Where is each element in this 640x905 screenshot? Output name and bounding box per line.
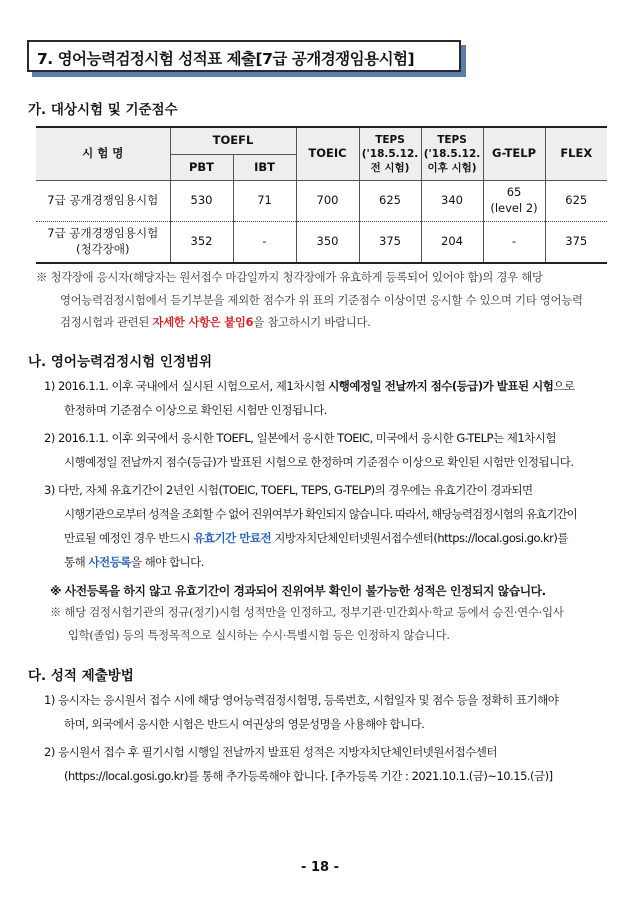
- item-b1-line1: [44, 378, 575, 394]
- item-text: 1) 2016.1.1. 이후 국내에서 실시된 시험으로서, 제1차시험: [44, 379, 329, 393]
- note-hearing-line3: [60, 314, 371, 330]
- cell-flex: 625: [545, 181, 607, 222]
- item-text: 으로: [553, 379, 575, 393]
- item-text: 을 해야 합니다.: [130, 555, 204, 569]
- note-hearing-line1: ※ 청각장애 응시자(해당자는 원서접수 마감일까지 청각장애가 유효하게 등록되어 있어야 함)의 경우 해당: [36, 271, 543, 284]
- cell-teps-before: 375: [359, 222, 421, 264]
- note-official-exams-line1: ※ 해당 검정시험기관의 정규(정기)시험 성적만을 인정하고, 정부기관·민간회사·학교 등에서 승진·연수·입사: [50, 606, 564, 619]
- item-b2-line2: 시행예정일 전날까지 점수(등급)가 발표된 시험으로 한정하며 기준점수 이상으로 확인된 시험만 인정됩니다.: [64, 455, 574, 469]
- heading-submission-method: 다. 성적 제출방법: [28, 668, 134, 684]
- item-c1-line1: 1) 응시자는 응시원서 접수 시에 해당 영어능력검정시험명, 등록번호, 시험일자 및 점수 등을 정확히 표기해야: [44, 693, 559, 707]
- cell-toeic: 700: [296, 181, 359, 222]
- header-gtelp: G-TELP: [483, 127, 545, 181]
- cell-gtelp: -: [483, 222, 545, 264]
- cell-pbt: 530: [170, 181, 233, 222]
- row-exam-name: 7급 공개경쟁임용시험 (청각장애): [36, 222, 170, 264]
- header-teps-before: TEPS ('18.5.12. 전 시험): [359, 127, 421, 181]
- cell-toeic: 350: [296, 222, 359, 264]
- item-b2-line1: 2) 2016.1.1. 이후 외국에서 응시한 TOEFL, 일본에서 응시한 TOEIC, 미국에서 응시한 G-TELP는 제1차시험: [44, 431, 556, 445]
- item-b3-line3: [64, 530, 568, 546]
- table-row: [36, 222, 607, 264]
- item-c1-line2: 하며, 외국에서 응시한 시험은 반드시 여권상의 영문성명을 사용해야 합니다.: [64, 717, 425, 731]
- item-b1-line2: 한정하며 기준점수 이상으로 확인된 시험만 인정됩니다.: [64, 403, 327, 417]
- item-c2-line2: (https://local.gosi.go.kr)를 통해 추가등록해야 합니다. [추가등록 기간 : 2021.10.1.(금)~10.15.(금)]: [64, 769, 553, 783]
- score-table: [36, 126, 607, 264]
- cell-ibt: 71: [233, 181, 296, 222]
- header-pbt: PBT: [170, 155, 233, 181]
- header-flex: FLEX: [545, 127, 607, 181]
- item-b3-line2: 시행기관으로부터 성적을 조회할 수 없어 진위여부가 확인되지 않습니다. 따라서, 해당능력검정시험의 유효기간이: [64, 507, 577, 521]
- item-emphasis: 시행예정일 전날까지 점수(등급)가 발표된 시험: [328, 379, 554, 393]
- section-title-box: [27, 40, 461, 72]
- section-title: 7. 영어능력검정시험 성적표 제출[7급 공개경쟁임용시험]: [37, 50, 415, 68]
- item-text: 통해: [64, 555, 89, 569]
- item-c2-line1: 2) 응시원서 접수 후 필기시험 시행일 전날까지 발표된 성적은 지방자치단체인터넷원서접수센터: [44, 745, 497, 759]
- item-b3-line1: 3) 다만, 자체 유효기간이 2년인 시험(TOEIC, TOEFL, TEPS, G-TELP)의 경우에는 유효기간이 경과되면: [44, 483, 533, 497]
- item-text: 지방자치단체인터넷원서접수센터(https://local.gosi.go.kr)를: [271, 531, 569, 545]
- table-row: [36, 181, 607, 222]
- heading-recognition-scope: 나. 영어능력검정시험 인정범위: [28, 354, 213, 370]
- header-ibt: IBT: [233, 155, 296, 181]
- cell-teps-before: 625: [359, 181, 421, 222]
- header-toeic: TOEIC: [296, 127, 359, 181]
- note-official-exams-line2: 입학(졸업) 등의 특정목적으로 실시하는 수시·특별시험 등은 인정하지 않습니다.: [68, 629, 450, 642]
- validity-emphasis: 유효기간 만료전: [193, 531, 272, 545]
- cell-teps-after: 340: [421, 181, 483, 222]
- heading-target-exams: 가. 대상시험 및 기준점수: [28, 102, 178, 118]
- cell-flex: 375: [545, 222, 607, 264]
- item-text: 만료될 예정인 경우 반드시: [64, 531, 194, 545]
- warning-preregistration: ※ 사전등록을 하지 않고 유효기간이 경과되어 진위여부 확인이 불가능한 성적은 인정되지 않습니다.: [50, 584, 546, 598]
- cell-ibt: -: [233, 222, 296, 264]
- note-text: 검정시험과 관련된: [60, 316, 153, 329]
- header-exam-name: 시 험 명: [36, 127, 170, 181]
- item-b3-line4: [64, 554, 204, 570]
- page-number: - 18 -: [301, 860, 339, 875]
- cell-pbt: 352: [170, 222, 233, 264]
- preregistration-emphasis: 사전등록: [88, 555, 131, 569]
- note-hearing-line2: 영어능력검정시험에서 듣기부분을 제외한 점수가 위 표의 기준점수 이상이면 응시할 수 있으며 기타 영어능력: [60, 294, 583, 307]
- appendix-reference: 자세한 사항은 붙임6: [152, 316, 254, 329]
- row-exam-name: 7급 공개경쟁임용시험: [36, 181, 170, 222]
- cell-gtelp: 65 (level 2): [483, 181, 545, 222]
- header-teps-after: TEPS ('18.5.12. 이후 시험): [421, 127, 483, 181]
- header-toefl: TOEFL: [170, 127, 296, 155]
- cell-teps-after: 204: [421, 222, 483, 264]
- note-text: 을 참고하시기 바랍니다.: [253, 316, 371, 329]
